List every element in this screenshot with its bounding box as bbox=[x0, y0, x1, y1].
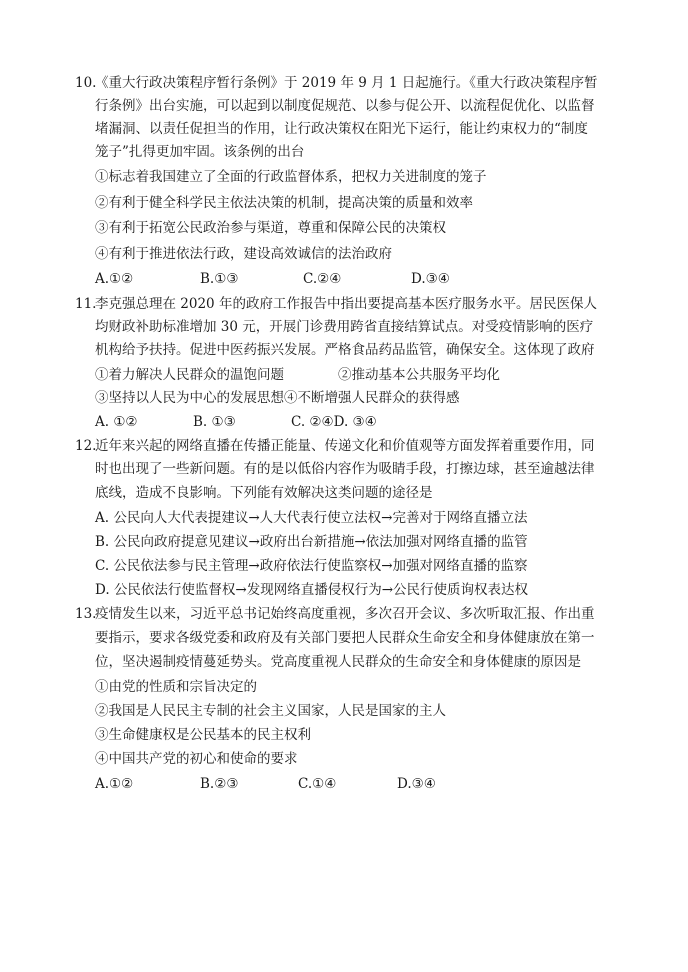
answer-options bbox=[95, 269, 655, 289]
option-d: D.③④ bbox=[397, 776, 436, 792]
option-c: C.②④ bbox=[303, 271, 342, 287]
choice-d: D. 公民依法行使监督权→发现网络直播侵权行为→公民行使质询权表达权 bbox=[95, 582, 529, 598]
stem-line: 《重大行政决策程序暂行条例》于 2019 年 9 月 1 日起施行。《重大行政决策程序暂 bbox=[95, 75, 598, 91]
statement-item: ②推动基本公共服务平均化 bbox=[338, 367, 500, 383]
statement-item: ①由党的性质和宗旨决定的 bbox=[95, 679, 257, 695]
question-number: 12. bbox=[75, 438, 97, 454]
answer-options bbox=[95, 412, 655, 432]
stem-line: 位，坚决遏制疫情蔓延势头。党高度重视人民群众的生命安全和身体健康的原因是 bbox=[95, 654, 581, 670]
option-a: A.①② bbox=[95, 776, 134, 792]
option-a: A. ①② bbox=[95, 414, 138, 430]
stem-line: 底线，造成不良影响。下列能有效解决这类问题的途径是 bbox=[95, 485, 433, 501]
option-b: B. ①③ bbox=[193, 414, 236, 430]
stem-line: 堵漏洞、以责任促担当的作用，让行政决策权在阳光下运行，能让约束权力的“制度 bbox=[95, 121, 588, 137]
option-b: B.①③ bbox=[200, 271, 239, 287]
statement-item: ④有利于推进依法行政，建设高效诚信的法治政府 bbox=[95, 246, 392, 262]
stem-line: 均财政补助标准增加 30 元，开展门诊费用跨省直接结算试点。对受疫情影响的医疗 bbox=[95, 319, 594, 335]
question-number: 11. bbox=[75, 296, 97, 312]
statement-item: ④中国共产党的初心和使命的要求 bbox=[95, 751, 298, 767]
statement-item: ①标志着我国建立了全面的行政监督体系，把权力关进制度的笼子 bbox=[95, 169, 487, 185]
statement-item: ③生命健康权是公民基本的民主权利 bbox=[95, 727, 311, 743]
option-cd: C. ②④D. ③④ bbox=[291, 414, 377, 430]
statement-item: ①着力解决人民群众的温饱问题 bbox=[95, 367, 284, 383]
stem-line: 机构给予扶持。促进中医药振兴发展。严格食品药品监管，确保安全。这体现了政府 bbox=[95, 342, 595, 358]
stem-line: 笼子”扎得更加牢固。该条例的出台 bbox=[95, 144, 305, 160]
stem-line: 李克强总理在 2020 年的政府工作报告中指出要提高基本医疗服务水平。居民医保人 bbox=[95, 296, 597, 312]
choice-c: C. 公民依法参与民主管理→政府依法行使监察权→加强对网络直播的监察 bbox=[95, 558, 528, 574]
statement-item: ②我国是人民民主专制的社会主义国家，人民是国家的主人 bbox=[95, 703, 446, 719]
statement-item: ③有利于拓宽公民政治参与渠道，尊重和保障公民的决策权 bbox=[95, 220, 446, 236]
stem-line: 要指示，要求各级党委和政府及有关部门要把人民群众生命安全和身体健康放在第一 bbox=[95, 630, 595, 646]
option-b: B.②③ bbox=[200, 776, 239, 792]
stem-line: 近年来兴起的网络直播在传播正能量、传递文化和价值观等方面发挥着重要作用，同 bbox=[95, 438, 595, 454]
answer-options bbox=[95, 774, 655, 794]
choice-a: A. 公民向人大代表提建议→人大代表行使立法权→完善对于网络直播立法 bbox=[95, 510, 528, 526]
stem-line: 疫情发生以来，习近平总书记始终高度重视，多次召开会议、多次听取汇报、作出重 bbox=[95, 606, 595, 622]
statement-item: ③坚持以人民为中心的发展思想④不断增强人民群众的获得感 bbox=[95, 390, 460, 406]
question-number: 13. bbox=[75, 606, 97, 622]
option-a: A.①② bbox=[95, 271, 134, 287]
stem-line: 时也出现了一些新问题。有的是以低俗内容作为吸睛手段，打擦边球，甚至逾越法律 bbox=[95, 461, 595, 477]
stem-line: 行条例》出台实施，可以起到以制度促规范、以参与促公开、以流程促优化、以监督 bbox=[95, 98, 595, 114]
option-d: D.③④ bbox=[411, 271, 450, 287]
statement-item: ②有利于健全科学民主依法决策的机制，提高决策的质量和效率 bbox=[95, 195, 473, 211]
choice-b: B. 公民向政府提意见建议→政府出台新措施→依法加强对网络直播的监管 bbox=[95, 534, 528, 550]
option-c: C.①④ bbox=[298, 776, 337, 792]
question-number: 10. bbox=[75, 75, 97, 91]
